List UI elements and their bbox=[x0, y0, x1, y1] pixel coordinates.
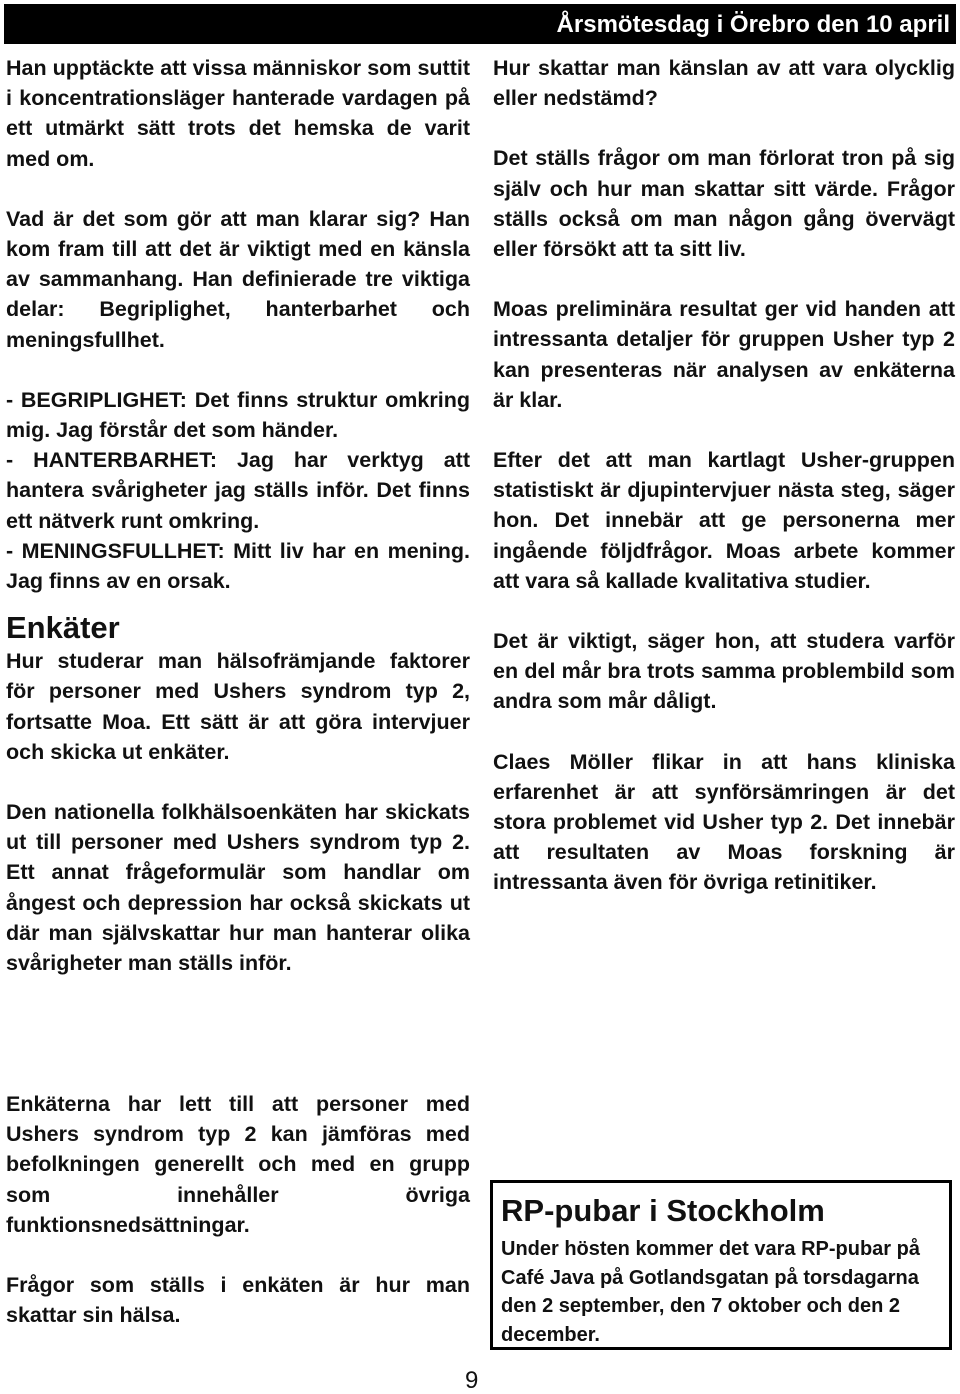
list-item: - HANTERBARHET: Jag har verktyg att hantera svårigheter jag ställs inför. Det finns ett nätverk runt omkring. bbox=[6, 448, 470, 533]
right-column bbox=[493, 53, 955, 928]
section-heading: Enkäter bbox=[6, 610, 120, 646]
list-item: - MENINGSFULLHET: Mitt liv har en mening. Jag finns av en orsak. bbox=[6, 538, 470, 594]
paragraph: Vad är det som gör att man klarar sig? Han kom fram till att det är viktigt med en känsla av sammanhang. Han definierade tre viktiga delar: Begriplighet, hanterbarhet och meningsfullhet. bbox=[6, 206, 470, 352]
event-box bbox=[490, 1180, 952, 1350]
list-item: - BEGRIPLIGHET: Det finns struktur omkring mig. Jag förstår det som händer. bbox=[6, 387, 470, 443]
event-box-body: Under hösten kommer det vara RP-pubar på Café Java på Gotlandsgatan på torsdagarna den 2 september, den 7 oktober och den 2 december. bbox=[501, 1238, 920, 1346]
header-title: Årsmötesdag i Örebro den 10 april bbox=[556, 11, 950, 38]
header-bar bbox=[4, 4, 956, 44]
paragraph: Det ställs frågor om man förlorat tron på sig själv och hur man skattar sitt värde. Frågor ställs också om man någon gång övervägt eller försökt att ta sitt liv. bbox=[493, 146, 955, 262]
paragraph: Moas preliminära resultat ger vid handen att intressanta detaljer för gruppen Usher typ 2 kan presenteras när analysen av enkäterna är klar. bbox=[493, 297, 955, 412]
paragraph: Efter det att man kartlagt Usher-gruppen statistiskt är djupintervjuer nästa steg, säger hon. Det innebär att ge personerna mer ingående följdfrågor. Moas arbete kommer att vara så kallade kvalitativa studier. bbox=[493, 448, 955, 593]
page-number: 9 bbox=[465, 1367, 479, 1394]
paragraph: Hur skattar man känslan av att vara olycklig eller nedstämd? bbox=[493, 56, 955, 111]
left-column bbox=[6, 53, 470, 1008]
paragraph: Claes Möller flikar in att hans kliniska erfarenhet är att synförsämringen är det stora problemet vid Usher typ 2. Det innebär att resultaten av Moas forskning är intressanta även för övriga retinitiker. bbox=[493, 749, 955, 895]
paragraph: Hur studerar man hälsofrämjande faktorer för personer med Ushers syndrom typ 2, fortsatte Moa. Ett sätt är att göra intervjuer och skicka ut enkäter. bbox=[6, 649, 470, 764]
paragraph: Frågor som ställs i enkäten är hur man skattar sin hälsa. bbox=[6, 1273, 470, 1328]
paragraph: Enkäterna har lett till att personer med Ushers syndrom typ 2 kan jämföras med befolkningen generellt och med en grupp som innehåller övriga funktionsnedsättningar. bbox=[6, 1092, 470, 1237]
paragraph: Han upptäckte att vissa människor som suttit i koncentrationsläger hanterade vardagen på ett utmärkt sätt trots det hemska de varit med om. bbox=[6, 56, 470, 171]
left-column-lower bbox=[6, 1089, 470, 1360]
paragraph: Det är viktigt, säger hon, att studera varför en del mår bra trots samma problembild som andra som mår dåligt. bbox=[493, 629, 955, 714]
paragraph: Den nationella folkhälsoenkäten har skickats ut till personer med Ushers syndrom typ 2. Ett annat frågeformulär som handlar om ångest och depression har också skickats ut där man självskattar hur man hanterar olika svårigheter man ställs inför. bbox=[6, 800, 470, 976]
event-box-title: RP-pubar i Stockholm bbox=[501, 1193, 825, 1228]
